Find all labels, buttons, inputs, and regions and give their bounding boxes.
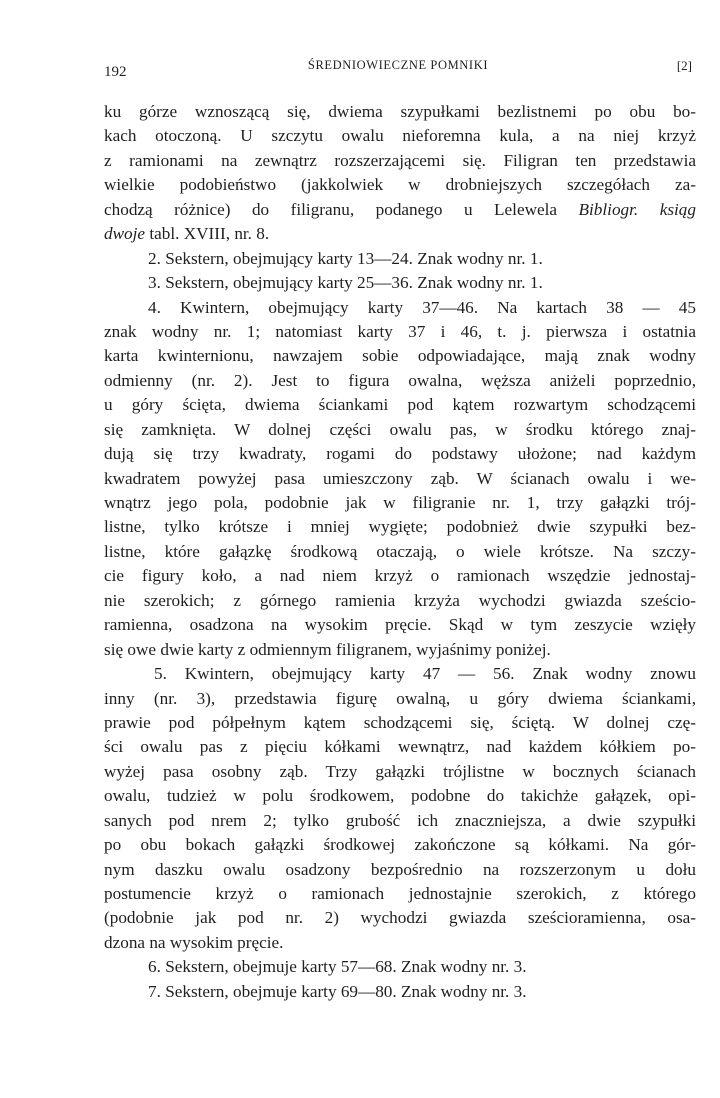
text-line: ramienna, osadzona na wysokim pręcie. Skąd w tym zeszycie wzięły [104,615,696,635]
text-line [104,198,696,222]
list-item: 6. Sekstern, obejmuje karty 57—68. Znak wodny nr. 3. [148,957,527,977]
text-line: z ramionami na zewnątrz rozszerzającemi się. Filigran ten przedstawia [104,150,696,170]
text-line: się zamknięta. W dolnej części owalu pas, w środku którego znaj- [104,419,696,439]
list-item: 3. Sekstern, obejmujący karty 25—36. Znak wodny nr. 1. [148,273,543,293]
text-line: sanych pod nrem 2; tylko grubość ich znaczniejsza, a dwie szypułki [104,810,696,830]
text-line: karta kwinternionu, nawzajem sobie odpowiadające, mają znak wodny [104,346,696,366]
text-line: dują się trzy kwadraty, rogami do podstawy ułożone; nad każdym [104,444,696,464]
text-line: ku górze wznoszącą się, dwiema szypułkami bezlistnemi po obu bo- [104,102,696,121]
text-line: inny (nr. 3), przedstawia figurę owalną, u góry dwiema ściankami, [104,688,696,708]
text-segment: chodzą różnice) do filigranu, podanego u Lelewela [104,199,558,219]
text-line: postumencie krzyż o ramionach jednostajnie szerokich, z którego [104,884,696,903]
text-line: odmienny (nr. 2). Jest to figura owalna, węższa aniżeli poprzednio, [104,370,696,390]
running-head [104,58,692,82]
text-line: prawie pod półpełnym kątem schodzącemi się, ściętą. W dolnej czę- [104,712,696,732]
text-line: nym daszku owalu osadzony bezpośrednio na rozszerzonym u dołu [104,859,696,879]
body-text [104,100,696,1004]
text-line: (podobnie jak pod nr. 2) wychodzi gwiazda sześcioramienna, osa- [104,908,696,928]
italic-title: dwoje [104,224,146,244]
text-line: się owe dwie karty z odmiennym filigranem, wyjaśnimy poniżej. [104,639,551,659]
text-line: wnątrz jego pola, podobnie jak w filigranie nr. 1, trzy gałązki trój- [104,493,696,512]
text-line: cie figury koło, a nad niem krzyż o ramionach wszędzie jednostaj- [104,566,696,586]
sheet-mark: [2] [676,58,692,73]
page-number: 192 [104,64,127,80]
text-line: nie szerokich; z górnego ramienia krzyża wychodzi gwiazda sześcio- [104,590,696,610]
text-line: owalu, tudzież w polu środkowem, podobne do takichże gałązek, opi- [104,786,696,806]
text-line: listne, które gałązkę środkową otaczają, o wiele krótsze. Na szczy- [104,541,696,561]
text-line: znak wodny nr. 1; natomiast karty 37 i 46, t. j. pierwsza i ostatnia [104,321,696,341]
text-line: listne, tylko krótsze i mniej wygięte; podobnież dwie szypułki bez- [104,517,696,537]
running-title: ŚREDNIOWIECZNE POMNIKI [307,58,489,72]
text-line: wyżej pasa osobny ząb. Trzy gałązki trójlistne w bocznych ścianach [104,761,696,781]
list-item: 7. Sekstern, obejmuje karty 69—80. Znak wodny nr. 3. [148,981,527,1001]
text-line [104,222,696,246]
text-line: wielkie podobieństwo (jakkolwiek w drobniejszych szczegółach za- [104,175,696,195]
text-line: u góry ścięta, dwiema ściankami pod kątem rozwartym schodzącemi [104,395,696,415]
text-line: kwadratem powyżej pasa umieszczony ząb. W ścianach owalu i we- [104,468,696,488]
list-item: 2. Sekstern, obejmujący karty 13—24. Znak wodny nr. 1. [148,248,543,268]
list-item: 4. Kwintern, obejmujący karty 37—46. Na kartach 38 — 45 [148,297,696,317]
text-line: ści owalu pas z pięciu kółkami wewnątrz, nad każdem kółkiem po- [104,737,696,757]
text-line: dzona na wysokim pręcie. [104,932,284,952]
text-segment: tabl. XVIII, nr. 8. [149,224,270,244]
text-line: po obu bokach gałązki środkowej zakończone są kółkami. Na gór- [104,835,696,855]
italic-title: Bibliogr. ksiąg [578,199,696,219]
text-line: kach otoczoną. U szczytu owalu nieforemna kula, a na niej krzyż [104,126,696,146]
list-item: 5. Kwintern, obejmujący karty 47 — 56. Znak wodny znowu [154,664,696,684]
